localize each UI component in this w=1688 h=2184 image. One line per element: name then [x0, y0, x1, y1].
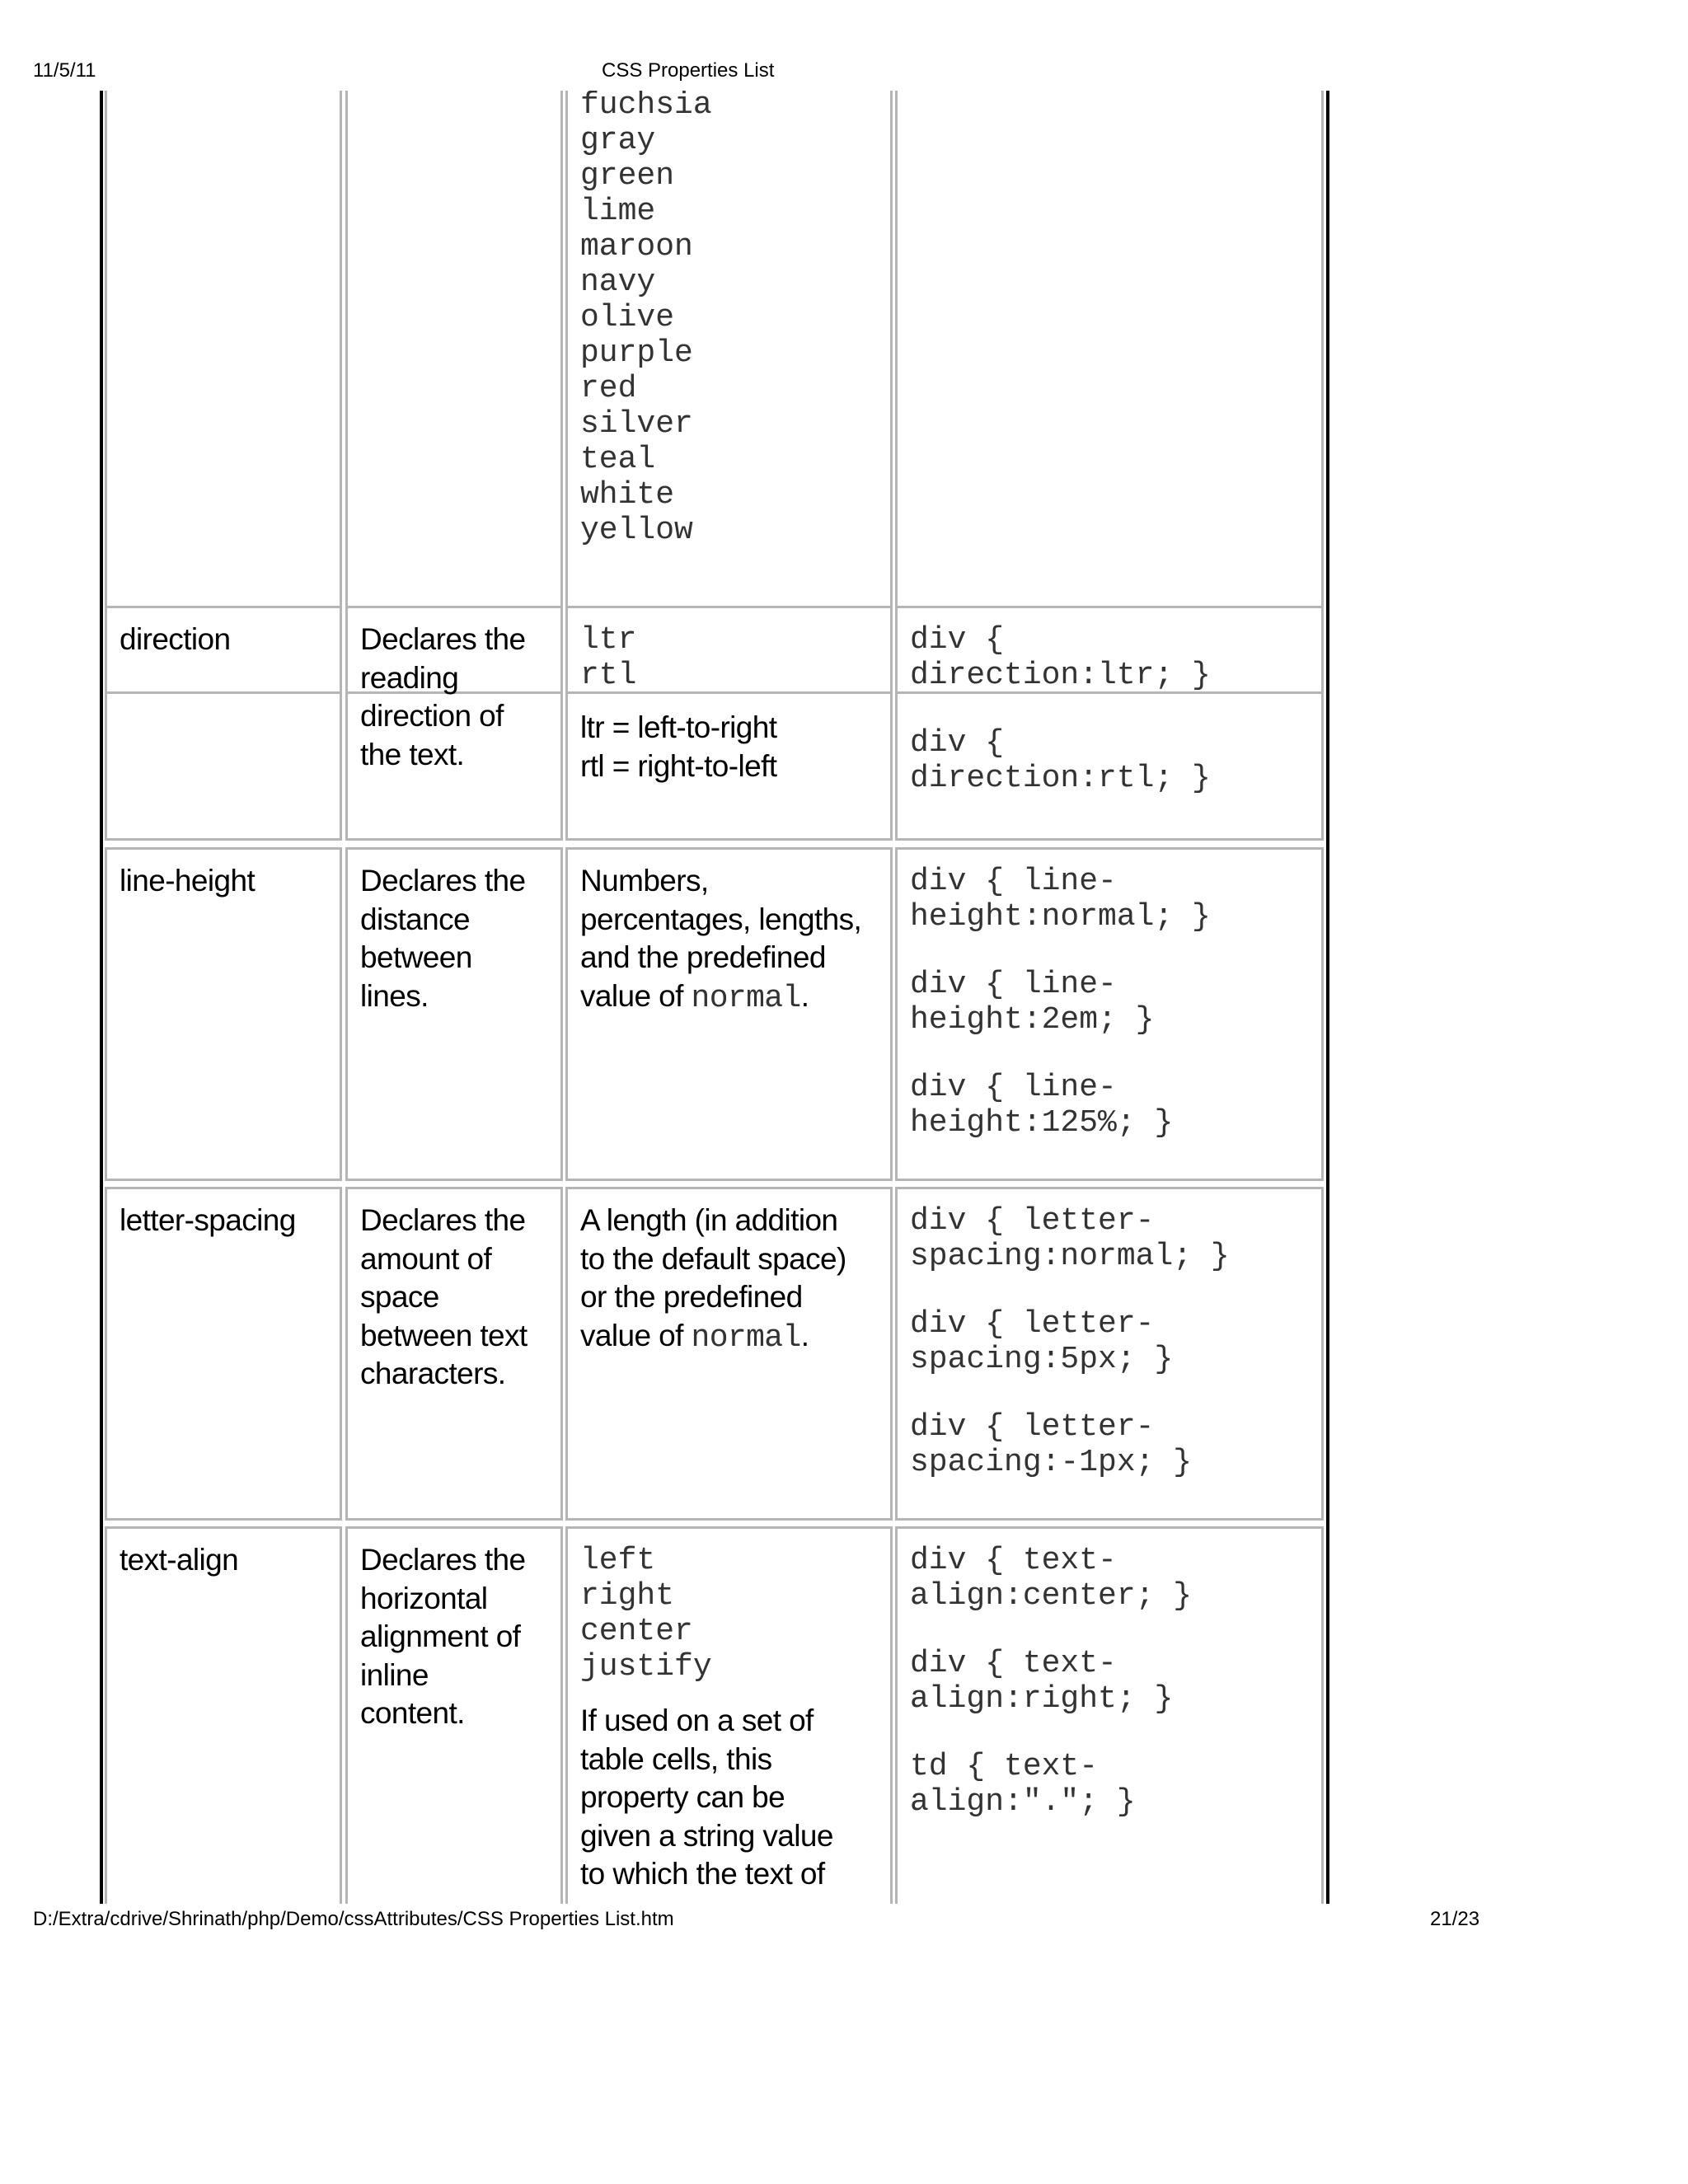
example-code: div { text- align:right; } [910, 1646, 1174, 1717]
table-cell-property [105, 1187, 342, 1521]
table-cell-example [895, 847, 1324, 1181]
value-note: ltr = left-to-right rtl = right-to-left [580, 710, 777, 783]
property-name: line-height [120, 864, 256, 898]
example-code: div { direction:rtl; } [910, 725, 1211, 796]
table-cell-description [345, 1526, 563, 1904]
table-cell-example [895, 606, 1324, 841]
color-value-list [580, 91, 712, 548]
property-description: Declares the distance between lines. [360, 864, 526, 1013]
properties-table [0, 91, 1688, 1904]
example-code: div { letter- spacing:normal; } [910, 1203, 1230, 1274]
table-cell-description [345, 847, 563, 1181]
color-value-item: green [580, 158, 675, 194]
footer-file-path: D:/Extra/cdrive/Shrinath/php/Demo/cssAttributes/CSS Properties List.htm [33, 1908, 674, 1930]
table-cell-property [105, 1526, 342, 1904]
example-code: div { text- align:center; } [910, 1543, 1193, 1614]
table-cell-values [565, 1526, 893, 1904]
example-code: div { line- height:normal; } [910, 864, 1211, 935]
color-value-item: teal [580, 442, 656, 477]
color-value-item: fuchsia [580, 91, 712, 123]
color-value-item: gray [580, 123, 656, 158]
property-name: text-align [120, 1543, 239, 1577]
value-note: If used on a set of table cells, this property can be given a string value to which the text of [580, 1704, 833, 1891]
property-description: Declares the amount of space between text characters. [360, 1203, 528, 1390]
footer-page-number: 21/23 [1430, 1908, 1480, 1930]
color-value-item: olive [580, 300, 675, 335]
table-cell-example [895, 91, 1324, 694]
table-cell-description [345, 606, 563, 841]
color-value-item: silver [580, 406, 693, 442]
example-code: div { direction:ltr; } [910, 622, 1211, 693]
table-cell-description [345, 1187, 563, 1521]
example-code: td { text- align:"."; } [910, 1749, 1136, 1820]
header-date: 11/5/11 [33, 59, 96, 82]
value-description: A length (in addition to the default space) or the predefined value of normal. [580, 1203, 846, 1356]
table-cell-property [105, 606, 342, 841]
color-value-item: maroon [580, 229, 693, 265]
table-cell-example [895, 1526, 1324, 1904]
header-title: CSS Properties List [602, 59, 775, 82]
table-cell-property [105, 91, 342, 694]
table-cell-description [345, 91, 563, 694]
color-value-item: yellow [580, 513, 693, 548]
table-cell-property [105, 847, 342, 1181]
example-code: div { letter- spacing:-1px; } [910, 1409, 1193, 1480]
example-code: div { line- height:125%; } [910, 1070, 1174, 1141]
property-description: Declares the horizontal alignment of inline content. [360, 1543, 526, 1730]
color-value-item: lime [580, 194, 656, 229]
example-code: div { line- height:2em; } [910, 967, 1155, 1038]
table-cell-values [565, 606, 893, 841]
color-value-item: red [580, 371, 637, 406]
table-cell-values [565, 91, 893, 694]
color-value-item: navy [580, 265, 656, 300]
table-cell-values [565, 847, 893, 1181]
table-cell-values [565, 1187, 893, 1521]
value-keywords: left right center justify [580, 1543, 712, 1685]
color-value-item: purple [580, 335, 693, 371]
example-code: div { letter- spacing:5px; } [910, 1306, 1174, 1377]
value-keywords: ltr rtl [580, 622, 637, 693]
color-value-item: white [580, 477, 675, 513]
table-cell-example [895, 1187, 1324, 1521]
value-description: Numbers, percentages, lengths, and the predefined value of normal. [580, 864, 862, 1016]
property-name: direction [120, 622, 231, 656]
property-description: Declares the reading direction of the text. [360, 622, 526, 771]
property-name: letter-spacing [120, 1203, 296, 1237]
